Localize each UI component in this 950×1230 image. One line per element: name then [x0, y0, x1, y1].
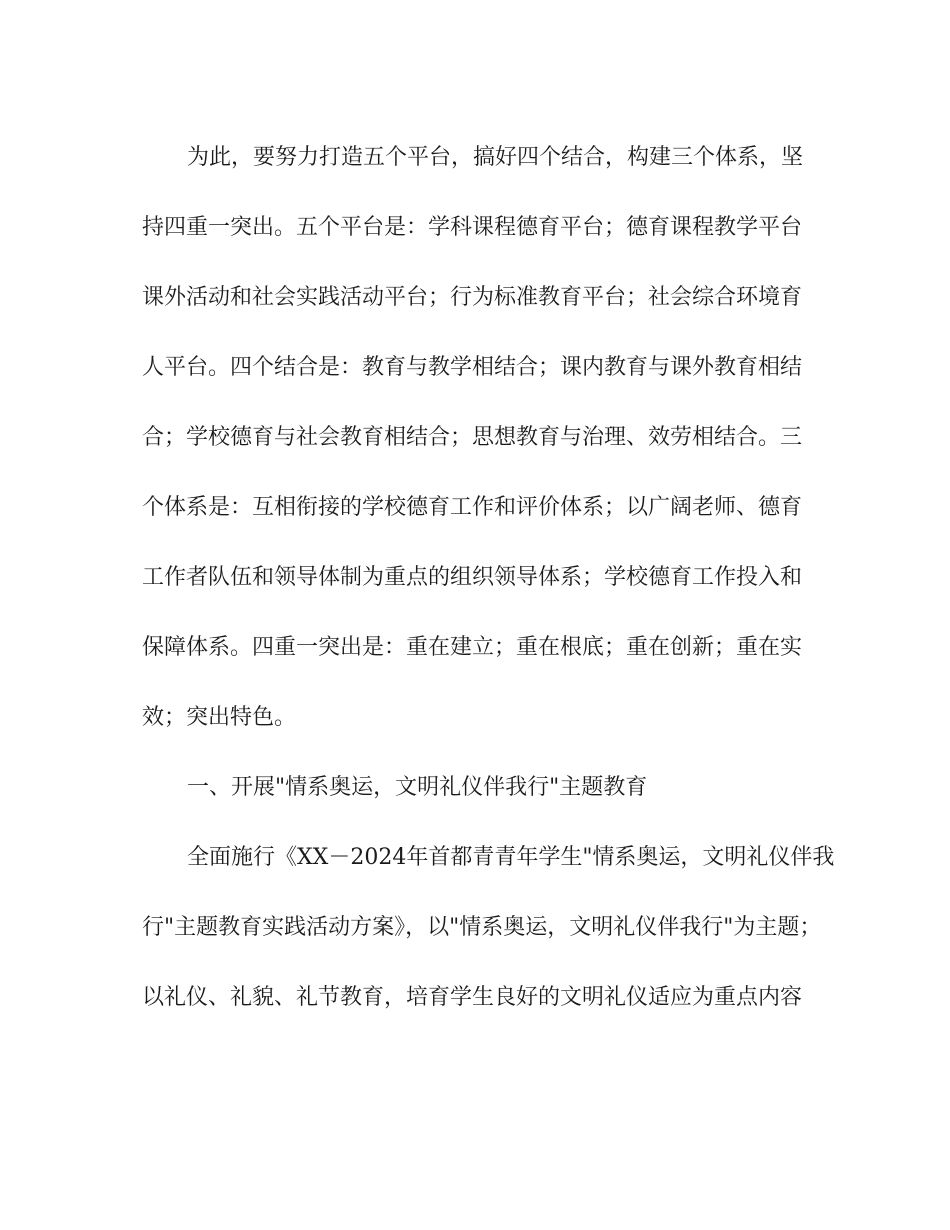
text-line: 以礼仪、礼貌、礼节教育，培育学生良好的文明礼仪适应为重点内容: [142, 985, 803, 1010]
text-line: 为此，要努力打造五个平台，搞好四个结合，构建三个体系，坚: [187, 145, 804, 170]
text-line: 全面施行《XX－2024年首都青青年学生"情系奥运，文明礼仪伴我: [187, 845, 835, 870]
text-line: 效；突出特色。: [142, 705, 297, 730]
text-line: 课外活动和社会实践活动平台；行为标准教育平台；社会综合环境育: [142, 285, 803, 310]
text-line: 保障体系。四重一突出是：重在建立；重在根底；重在创新；重在实: [142, 635, 803, 660]
text-line: 个体系是：互相衔接的学校德育工作和评价体系；以广阔老师、德育: [142, 495, 803, 520]
text-line: 合；学校德育与社会教育相结合；思想教育与治理、效劳相结合。三: [142, 425, 803, 450]
section-heading: 一、开展"情系奥运，文明礼仪伴我行"主题教育: [187, 775, 648, 800]
text-line: 工作者队伍和领导体制为重点的组织领导体系；学校德育工作投入和: [142, 565, 803, 590]
text-line: 人平台。四个结合是：教育与教学相结合；课内教育与课外教育相结: [142, 355, 803, 380]
text-line: 行"主题教育实践活动方案》，以"情系奥运，文明礼仪伴我行"为主题；: [142, 915, 822, 940]
text-line: 持四重一突出。五个平台是：学科课程德育平台；德育课程教学平台: [142, 215, 803, 240]
